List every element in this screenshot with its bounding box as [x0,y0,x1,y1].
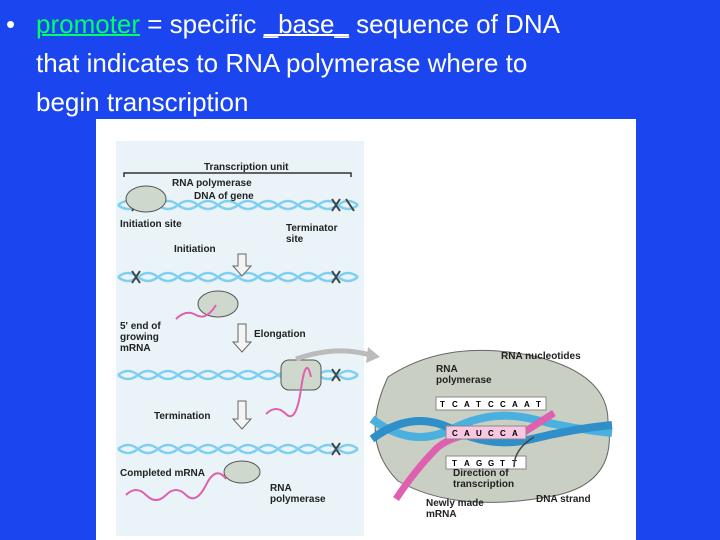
label-5-end: 5' end of [120,321,161,332]
bullet-mark: • [6,9,16,39]
polymerase-blob-1 [126,186,166,212]
nuc-top-8: T [536,400,541,409]
label-site: site [286,234,304,245]
label-transcription-unit: Transcription unit [204,162,289,173]
nuc-bot-5: T [512,459,517,468]
nuc-top-5: C [500,400,506,409]
label-newly-made: Newly made [426,498,484,509]
nuc-bot-0: T [452,459,457,468]
label-polymerase-bottom: polymerase [270,494,326,505]
bullet-line-1 [36,8,560,40]
label-termination: Termination [154,411,211,422]
nuc-top-3: T [476,400,481,409]
zoom-arrowhead [366,347,380,363]
nuc-top-6: A [512,400,518,409]
nuc-top-0: T [440,400,445,409]
label-mrna: mRNA [120,343,151,354]
label-initiation-site: Initiation site [120,219,182,230]
label-completed-mrna: Completed mRNA [120,468,206,479]
bullet-line-2: that indicates to RNA polymerase where to [36,48,528,78]
blank-answer: _base_ [263,9,349,39]
label-growing: growing [120,332,159,343]
label-terminator: Terminator [286,223,338,234]
definition-text: = specific [140,9,264,39]
nuc-top-7: A [524,400,530,409]
label-direction-of: Direction of [453,468,509,479]
nuc-mid-5: A [512,429,518,438]
bullet-line-3: begin transcription [36,87,249,117]
keyword-promoter: promoter [36,9,141,39]
nuc-bot-1: A [464,459,470,468]
label-inset-polymerase: polymerase [436,375,492,386]
polymerase-blob-2 [198,291,238,317]
nuc-top-4: C [488,400,494,409]
nuc-mid-4: C [500,429,506,438]
definition-tail: sequence of DNA [348,9,560,39]
label-rna-bottom: RNA [270,483,292,494]
label-dna-strand: DNA strand [536,494,591,505]
label-initiation: Initiation [174,244,216,255]
label-dna-of-gene: DNA of gene [194,191,254,202]
label-rna-polymerase: RNA polymerase [172,178,252,189]
label-inset-rna: RNA [436,364,458,375]
nuc-bot-2: G [476,459,483,468]
transcription-diagram [96,119,636,540]
nuc-mid-1: A [464,429,470,438]
polymerase-blob-4 [224,461,260,483]
label-newly-made-mrna: mRNA [426,509,457,520]
nuc-bot-4: T [500,459,505,468]
label-transcription: transcription [453,479,515,490]
nuc-mid-3: C [488,429,494,438]
nuc-top-2: A [464,400,470,409]
label-elongation: Elongation [254,329,306,340]
nuc-mid-0: C [452,429,458,438]
transcription-svg [96,119,636,540]
nuc-mid-2: U [476,429,482,438]
nuc-bot-3: G [488,459,495,468]
nuc-top-1: C [452,400,458,409]
label-rna-nucleotides: RNA nucleotides [501,351,581,362]
